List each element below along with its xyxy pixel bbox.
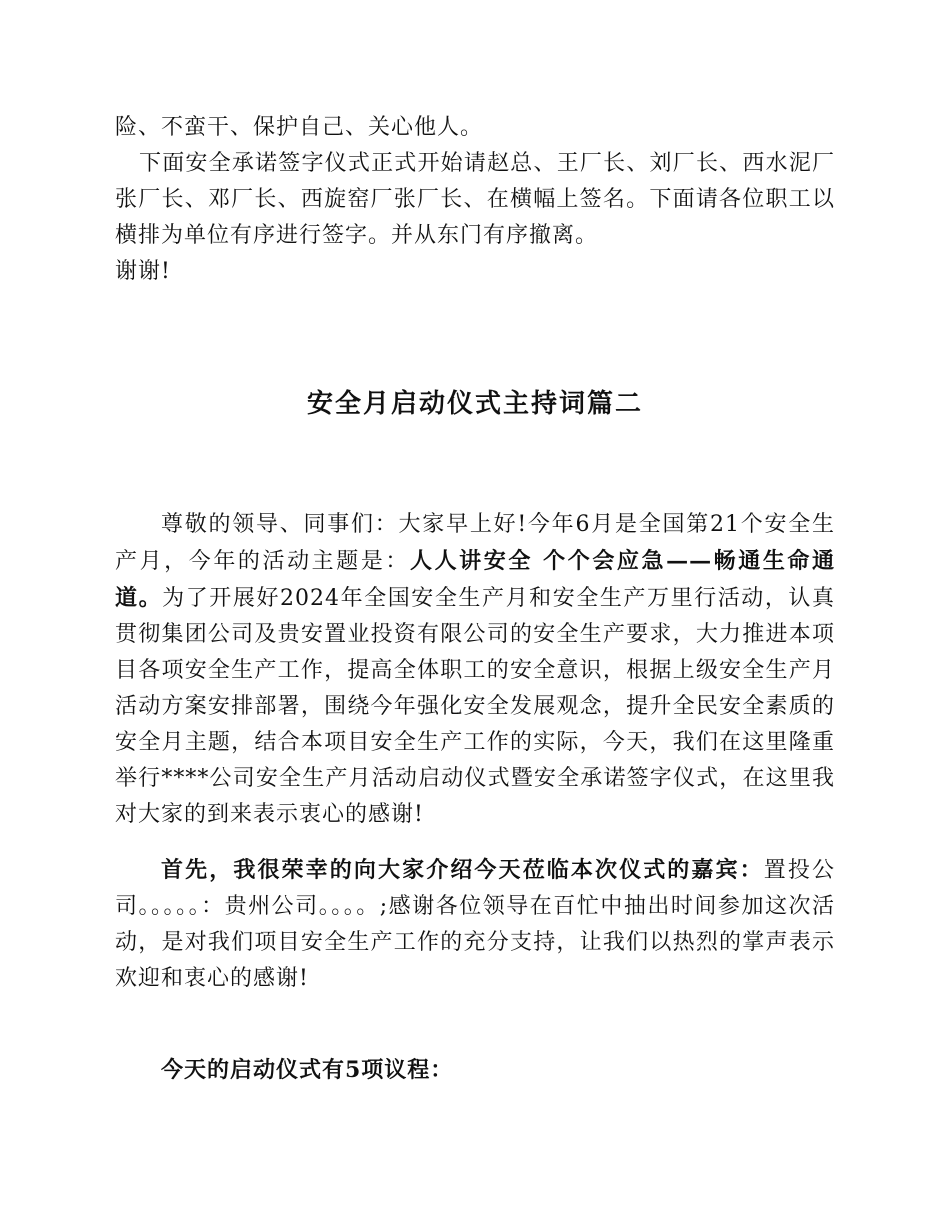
guests-lead: 首先，我很荣幸的向大家介绍今天莅临本次仪式的嘉宾： [161,857,764,883]
continued-line: 险、不蛮干、保护自己、关心他人。 [115,115,484,140]
theme-text: 人人讲安全 个个会应急——畅通生命通道。 [115,548,835,611]
agenda-intro: 今天的启动仪式有5项议程： [161,1057,454,1083]
intro-lead: 尊敬的领导、同事们：大家早上好!今年6月是全国第21个安全生产月，今年的活动主题是： [115,512,835,574]
guests-paragraph [115,852,835,997]
continued-section [115,110,835,290]
agenda-paragraph [115,1052,835,1088]
guests-rest: 置投公司。。。。。：贵州公司。。。。;感谢各位领导在百忙中抽出时间参加这次活动，是对我们项目安全生产工作的充分支持，让我们以热烈的掌声表示欢迎和衷心的感谢! [115,858,835,991]
intro-rest: 为了开展好2024年全国安全生产月和安全生产万里行活动，认真贯彻集团公司及贵安置业投资有限公司的安全生产要求，大力推进本项目各项安全生产工作，提高全体职工的安全意识，根据上级安全生产月活动方案安排部署，围绕今年强化安全发展观念，提升全民安全素质的安全月主题，结合本项目安全生产工作的实际，今天，我们在这里隆重举行****公司安全生产月活动启动仪式暨安全承诺签字仪式，在这里我对大家的到来表示衷心的感谢! [115,586,835,827]
thanks-line: 谢谢! [115,259,171,284]
signing-paragraph: 下面安全承诺签字仪式正式开始请赵总、王厂长、刘厂长、西水泥厂张厂长、邓厂长、西旋窑厂张厂长、在横幅上签名。下面请各位职工以横排为单位有序进行签字。并从东门有序撤离。 [115,151,835,248]
section-title: 安全月启动仪式主持词篇二 [306,389,643,419]
intro-paragraph [115,507,835,833]
